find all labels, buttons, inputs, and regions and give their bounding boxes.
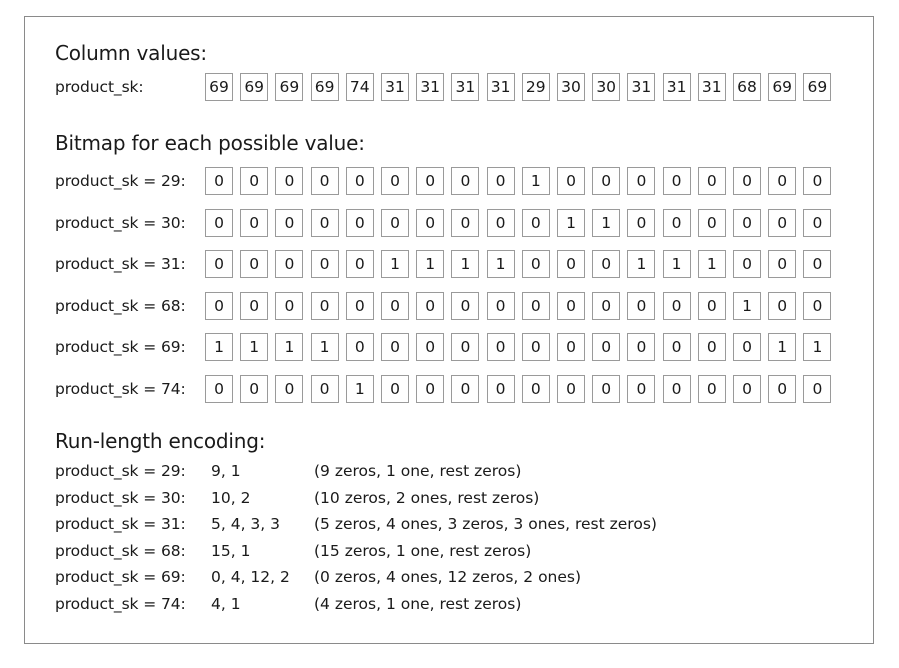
bit-cell: 0 <box>698 375 726 403</box>
bit-cell: 0 <box>698 333 726 361</box>
value-cell: 69 <box>205 73 233 101</box>
bit-cell: 0 <box>275 292 303 320</box>
bitmap-row-label: product_sk = 29: <box>55 172 186 190</box>
bit-cell: 0 <box>803 292 831 320</box>
bit-cell: 0 <box>346 167 374 195</box>
bit-cell: 0 <box>627 375 655 403</box>
rle-row <box>25 592 845 616</box>
bit-cell: 0 <box>592 292 620 320</box>
bit-cell: 0 <box>381 333 409 361</box>
bit-cell: 0 <box>522 333 550 361</box>
bit-cell: 0 <box>346 292 374 320</box>
bit-cell: 1 <box>733 292 761 320</box>
rle-row-label: product_sk = 68: <box>55 541 186 560</box>
bit-cell: 1 <box>346 375 374 403</box>
bit-cell: 0 <box>416 375 444 403</box>
bit-cell: 0 <box>240 292 268 320</box>
bit-cell: 1 <box>381 250 409 278</box>
bitmap-heading: Bitmap for each possible value: <box>55 131 365 155</box>
value-cell: 31 <box>698 73 726 101</box>
bit-cell: 0 <box>451 209 479 237</box>
rle-code: 4, 1 <box>211 594 241 613</box>
bit-cell: 0 <box>275 167 303 195</box>
value-cell: 68 <box>733 73 761 101</box>
bit-cell: 1 <box>416 250 444 278</box>
bit-cell: 0 <box>698 209 726 237</box>
rle-note: (5 zeros, 4 ones, 3 zeros, 3 ones, rest zeros) <box>314 515 657 533</box>
bit-cell: 0 <box>663 209 691 237</box>
bit-cell: 0 <box>451 333 479 361</box>
bit-cell: 0 <box>487 375 515 403</box>
bit-cell: 1 <box>557 209 585 237</box>
bit-cell: 0 <box>205 250 233 278</box>
bit-cell: 0 <box>663 375 691 403</box>
bit-cell: 0 <box>557 292 585 320</box>
bit-cell: 0 <box>451 375 479 403</box>
bit-cell: 0 <box>803 375 831 403</box>
bit-cell: 0 <box>522 375 550 403</box>
rle-row-label: product_sk = 29: <box>55 462 186 480</box>
column-values-heading: Column values: <box>55 41 207 65</box>
bit-cell: 0 <box>592 333 620 361</box>
bit-cell: 0 <box>381 292 409 320</box>
bit-cell: 0 <box>487 333 515 361</box>
value-cell: 69 <box>768 73 796 101</box>
bit-cell: 0 <box>451 167 479 195</box>
rle-note: (4 zeros, 1 one, rest zeros) <box>314 594 522 613</box>
bit-cell: 1 <box>698 250 726 278</box>
rle-row <box>25 512 845 536</box>
bit-cell: 0 <box>768 292 796 320</box>
bit-cell: 0 <box>557 333 585 361</box>
value-cell: 69 <box>803 73 831 101</box>
bit-cell: 0 <box>627 292 655 320</box>
bit-cell: 0 <box>205 167 233 195</box>
bit-cell: 0 <box>768 209 796 237</box>
bit-cell: 0 <box>663 167 691 195</box>
bit-cell: 0 <box>592 167 620 195</box>
bit-cell: 1 <box>592 209 620 237</box>
value-cell: 31 <box>451 73 479 101</box>
bitmap-row-label: product_sk = 74: <box>55 379 186 398</box>
bit-cell: 0 <box>733 209 761 237</box>
bit-cell: 0 <box>487 292 515 320</box>
bit-cell: 0 <box>663 333 691 361</box>
bit-cell: 0 <box>522 292 550 320</box>
bit-cell: 1 <box>451 250 479 278</box>
rle-code: 0, 4, 12, 2 <box>211 568 290 586</box>
bit-cell: 0 <box>311 167 339 195</box>
bit-cell: 0 <box>803 250 831 278</box>
bit-cell: 0 <box>240 250 268 278</box>
value-cell: 74 <box>346 73 374 101</box>
bit-cell: 0 <box>803 209 831 237</box>
value-cell: 31 <box>627 73 655 101</box>
bit-cell: 0 <box>275 250 303 278</box>
bit-cell: 0 <box>416 167 444 195</box>
bit-cell: 0 <box>311 209 339 237</box>
bit-cell: 0 <box>698 167 726 195</box>
value-cell: 69 <box>311 73 339 101</box>
bit-cell: 0 <box>522 209 550 237</box>
bit-cell: 0 <box>205 292 233 320</box>
bit-cell: 0 <box>627 333 655 361</box>
rle-row <box>25 539 845 563</box>
bit-cell: 0 <box>803 167 831 195</box>
value-cell: 31 <box>416 73 444 101</box>
value-cell: 31 <box>487 73 515 101</box>
bit-cell: 0 <box>381 167 409 195</box>
rle-row <box>25 459 845 483</box>
bitmap-row-label: product_sk = 30: <box>55 213 186 232</box>
bit-cell: 0 <box>275 209 303 237</box>
bit-cell: 0 <box>698 292 726 320</box>
bit-cell: 0 <box>346 209 374 237</box>
bit-cell: 0 <box>592 375 620 403</box>
value-cell: 69 <box>275 73 303 101</box>
column-values-label: product_sk: <box>55 78 144 96</box>
bit-cell: 0 <box>522 250 550 278</box>
bit-cell: 0 <box>346 250 374 278</box>
rle-row <box>25 486 845 510</box>
bit-cell: 0 <box>381 375 409 403</box>
bit-cell: 0 <box>240 209 268 237</box>
bit-cell: 0 <box>275 375 303 403</box>
bit-cell: 1 <box>803 333 831 361</box>
bit-cell: 0 <box>311 250 339 278</box>
value-cell: 31 <box>381 73 409 101</box>
bitmap-row-label: product_sk = 68: <box>55 296 186 315</box>
value-cell: 29 <box>522 73 550 101</box>
bit-cell: 0 <box>346 333 374 361</box>
bit-cell: 0 <box>733 375 761 403</box>
rle-code: 9, 1 <box>211 462 241 480</box>
bit-cell: 0 <box>733 250 761 278</box>
bit-cell: 1 <box>275 333 303 361</box>
rle-code: 10, 2 <box>211 488 251 507</box>
bit-cell: 1 <box>311 333 339 361</box>
value-cell: 30 <box>557 73 585 101</box>
rle-code: 5, 4, 3, 3 <box>211 515 281 533</box>
bit-cell: 1 <box>240 333 268 361</box>
bit-cell: 0 <box>240 375 268 403</box>
rle-note: (10 zeros, 2 ones, rest zeros) <box>314 488 540 507</box>
bit-cell: 0 <box>663 292 691 320</box>
bit-cell: 1 <box>663 250 691 278</box>
bit-cell: 0 <box>592 250 620 278</box>
bit-cell: 0 <box>487 209 515 237</box>
rle-row-label: product_sk = 31: <box>55 515 186 533</box>
bit-cell: 0 <box>240 167 268 195</box>
rle-heading: Run-length encoding: <box>55 429 266 453</box>
bit-cell: 0 <box>487 167 515 195</box>
bit-cell: 0 <box>311 292 339 320</box>
rle-note: (0 zeros, 4 ones, 12 zeros, 2 ones) <box>314 568 582 586</box>
bit-cell: 1 <box>205 333 233 361</box>
bitmap-row-label: product_sk = 69: <box>55 338 186 356</box>
bit-cell: 1 <box>522 167 550 195</box>
value-cell: 69 <box>240 73 268 101</box>
bitmap-row-label: product_sk = 31: <box>55 255 186 273</box>
bit-cell: 0 <box>381 209 409 237</box>
bit-cell: 0 <box>768 250 796 278</box>
bit-cell: 0 <box>205 209 233 237</box>
diagram-frame <box>24 16 874 644</box>
bit-cell: 0 <box>557 250 585 278</box>
bit-cell: 0 <box>627 167 655 195</box>
bit-cell: 0 <box>416 209 444 237</box>
value-cell: 31 <box>663 73 691 101</box>
bit-cell: 0 <box>416 333 444 361</box>
bit-cell: 0 <box>416 292 444 320</box>
rle-row-label: product_sk = 74: <box>55 594 186 613</box>
bit-cell: 0 <box>768 375 796 403</box>
bit-cell: 0 <box>733 333 761 361</box>
rle-code: 15, 1 <box>211 541 251 560</box>
bit-cell: 0 <box>311 375 339 403</box>
bit-cell: 0 <box>557 375 585 403</box>
bit-cell: 0 <box>451 292 479 320</box>
bit-cell: 1 <box>768 333 796 361</box>
rle-note: (15 zeros, 1 one, rest zeros) <box>314 541 532 560</box>
bit-cell: 0 <box>627 209 655 237</box>
rle-row-label: product_sk = 30: <box>55 488 186 507</box>
bit-cell: 0 <box>768 167 796 195</box>
bit-cell: 1 <box>487 250 515 278</box>
rle-row-label: product_sk = 69: <box>55 568 186 586</box>
bit-cell: 0 <box>557 167 585 195</box>
rle-note: (9 zeros, 1 one, rest zeros) <box>314 462 522 480</box>
value-cell: 30 <box>592 73 620 101</box>
bit-cell: 0 <box>733 167 761 195</box>
bit-cell: 0 <box>205 375 233 403</box>
bit-cell: 1 <box>627 250 655 278</box>
rle-row <box>25 565 845 589</box>
